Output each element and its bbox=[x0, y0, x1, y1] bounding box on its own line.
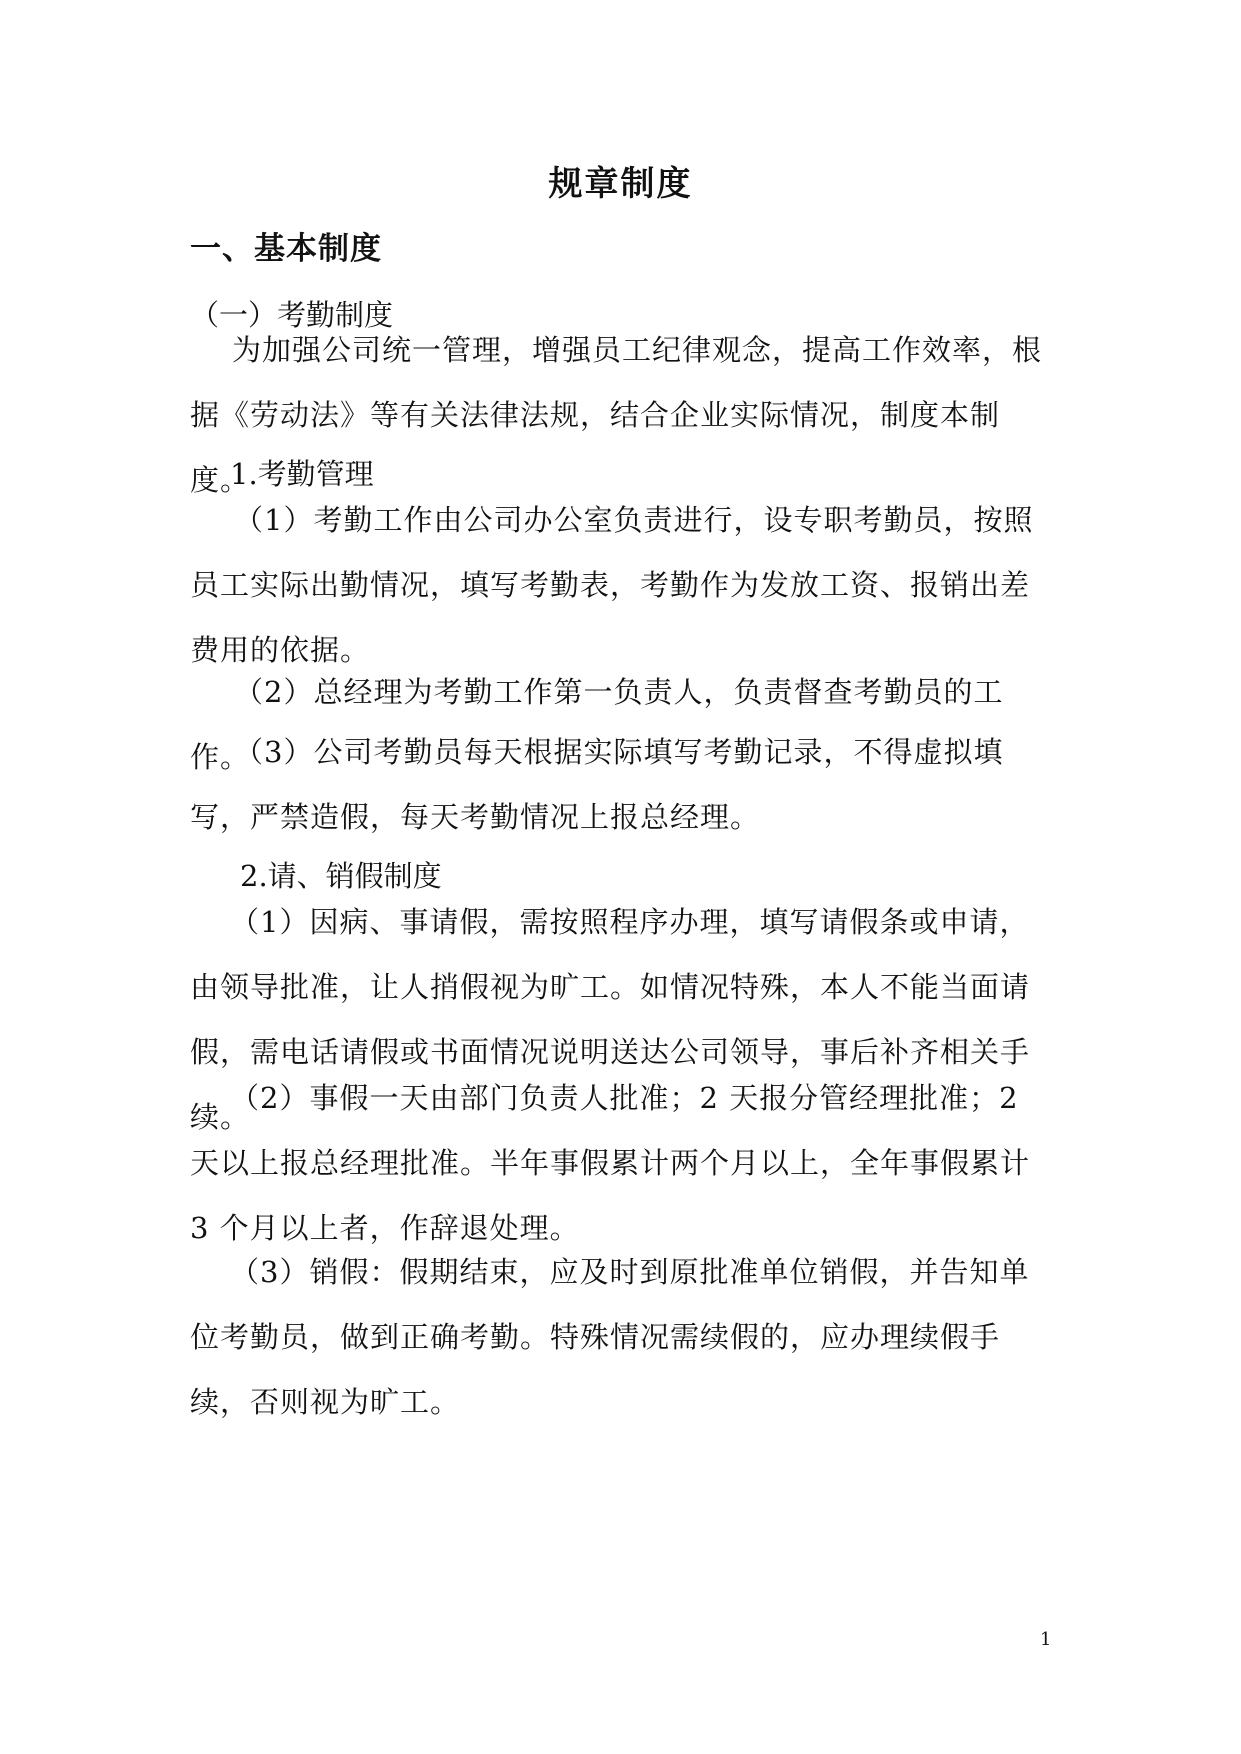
intro-paragraph: 为加强公司统一管理，增强员工纪律观念，提高工作效率，根据《劳动法》等有关法律法规，结合企业实际情况，制度本制度。 bbox=[190, 333, 1043, 497]
item-heading-attendance-management: 1.考勤管理 bbox=[230, 457, 374, 491]
item-heading-leave-system: 2.请、销假制度 bbox=[240, 859, 442, 893]
page-number: 1 bbox=[1040, 1629, 1052, 1650]
section-heading-basic-rules: 一、基本制度 bbox=[190, 231, 382, 267]
paragraph-leave-3: （3）销假：假期结束，应及时到原批准单位销假，并告知单位考勤员，做到正确考勤。特殊情况需续假的，应办理续假手续，否则视为旷工。 bbox=[190, 1255, 1030, 1419]
paragraph-attendance-2: （2）总经理为考勤工作第一负责人，负责督查考勤员的工作。 bbox=[190, 675, 1004, 774]
document-title: 规章制度 bbox=[548, 164, 693, 204]
paragraph-attendance-3: （3）公司考勤员每天根据实际填写考勤记录，不得虚拟填写，严禁造假，每天考勤情况上报总经理。 bbox=[190, 735, 1004, 834]
subsection-heading-attendance: （一）考勤制度 bbox=[190, 298, 394, 332]
paragraph-leave-1: （1）因病、事请假，需按照程序办理，填写请假条或申请，由领导批准，让人捎假视为旷工。如情况特殊，本人不能当面请假，需电话请假或书面情况说明送达公司领导，事后补齐相关手续。 bbox=[190, 905, 1031, 1134]
paragraph-attendance-1: （1）考勤工作由公司办公室负责进行，设专职考勤员，按照员工实际出勤情况，填写考勤表，考勤作为发放工资、报销出差费用的依据。 bbox=[190, 503, 1034, 667]
paragraph-leave-2: （2）事假一天由部门负责人批准；2 天报分管经理批准；2 天以上报总经理批准。半年事假累计两个月以上，全年事假累计 3 个月以上者，作辞退处理。 bbox=[190, 1081, 1031, 1245]
